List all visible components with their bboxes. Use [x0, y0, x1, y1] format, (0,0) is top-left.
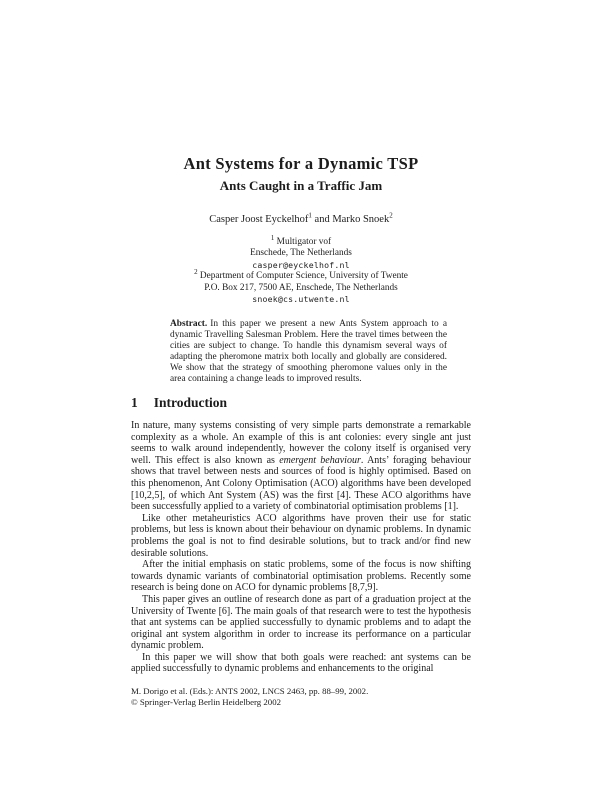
paragraph-2: Like other metaheuristics ACO algorithms have proven their use for static problems, but less is known about their behaviour on dynamic problems. In dynamic problems the goal is not to find desirable solutions, but to track and/or find new desirable solutions. [131, 512, 471, 559]
affiliation-1-org: Multigator vof [276, 237, 332, 247]
introduction-body [131, 420, 471, 675]
affiliation-1-org-line [131, 233, 471, 248]
title-block [131, 154, 471, 305]
paragraph-1-rest: . Ants’ foraging behaviour shows that travel between nests and sources of food is highly optimised. Based on this phenomenon, Ant Colony Optimisation (ACO) algorithms have been developed [10,2,5], of which Ant System (AS) was the first [4]. These ACO algorithms have been successfully applied to a variety of combinatorial optimisation problems [1]. [131, 454, 471, 513]
affiliation-2-marker: 2 [194, 268, 198, 277]
paragraph-3: After the initial emphasis on static problems, some of the focus is now shifting towards dynamic variants of combinatorial optimisation problems. Recently some research is being done on ACO for dynamic problems [8,7,9]. [131, 559, 471, 594]
section-heading [131, 395, 471, 411]
footnote-citation: M. Dorigo et al. (Eds.): ANTS 2002, LNCS 2463, pp. 88–99, 2002. [131, 686, 369, 696]
affiliation-1-address: Enschede, The Netherlands [250, 248, 352, 259]
author-2-name: Marko Snoek [332, 214, 390, 225]
abstract-text: In this paper we present a new Ants System approach to a dynamic Travelling Salesman Problem. Here the travel times between the cities are subject to change. To handle this dynamism several ways of adapting the pheromone matrix both locally and globally are considered. We show that the strategy of smoothing pheromone values only in the area containing a change leads to improved results. [170, 319, 447, 384]
affiliation-1-marker: 1 [270, 233, 275, 242]
paragraph-1 [131, 420, 471, 513]
affiliation-1-email: casper@eyckelhof.nl [252, 259, 350, 270]
affiliations-block [131, 233, 471, 305]
authors-line [131, 213, 471, 226]
authors-connector: and [311, 214, 333, 225]
paragraph-5: In this paper we will show that both goals were reached: ant systems can be applied successfully to dynamic problems and enhancements to the original [131, 651, 471, 675]
affiliation-2-email: snoek@cs.utwente.nl [252, 294, 350, 305]
affiliation-2-org: Department of Computer Science, University of Twente [199, 271, 408, 282]
paper-title: Ant Systems for a Dynamic TSP [183, 154, 419, 173]
affiliation-2-org-line [131, 268, 471, 282]
footnote-copyright: © Springer-Verlag Berlin Heidelberg 2002 [131, 696, 281, 707]
author-2-affiliation-mark: 2 [389, 211, 393, 220]
paragraph-1-lead: In nature, many systems consisting of very simple parts demonstrate a remarkable complexity as a whole. An example of this is ant colonies: every single ant just seems to walk around independently, however the colony itself is organised very well. This effect is also known as [131, 420, 471, 466]
author-1-affiliation-mark: 1 [308, 211, 312, 220]
section-title: Introduction [153, 395, 228, 410]
paragraph-1-emphasis: emergent behaviour [279, 454, 361, 466]
paragraph-4: This paper gives an outline of research done as part of a graduation project at the University of Twente [6]. The main goals of that research were to test the hypothesis that ant systems can be applied successfully to dynamic problems and to adapt the original ant system algorithm in order to increase its performance on a particular dynamic problem. [131, 593, 471, 652]
author-1-name: Casper Joost Eyckelhof [209, 214, 309, 225]
affiliation-2-address: P.O. Box 217, 7500 AE, Enschede, The Netherlands [204, 282, 398, 293]
section-number: 1 [131, 395, 138, 410]
abstract-label: Abstract. [170, 319, 208, 329]
footnote-block [131, 686, 471, 707]
paper-subtitle: Ants Caught in a Traffic Jam [219, 178, 383, 193]
abstract-block [170, 319, 447, 385]
